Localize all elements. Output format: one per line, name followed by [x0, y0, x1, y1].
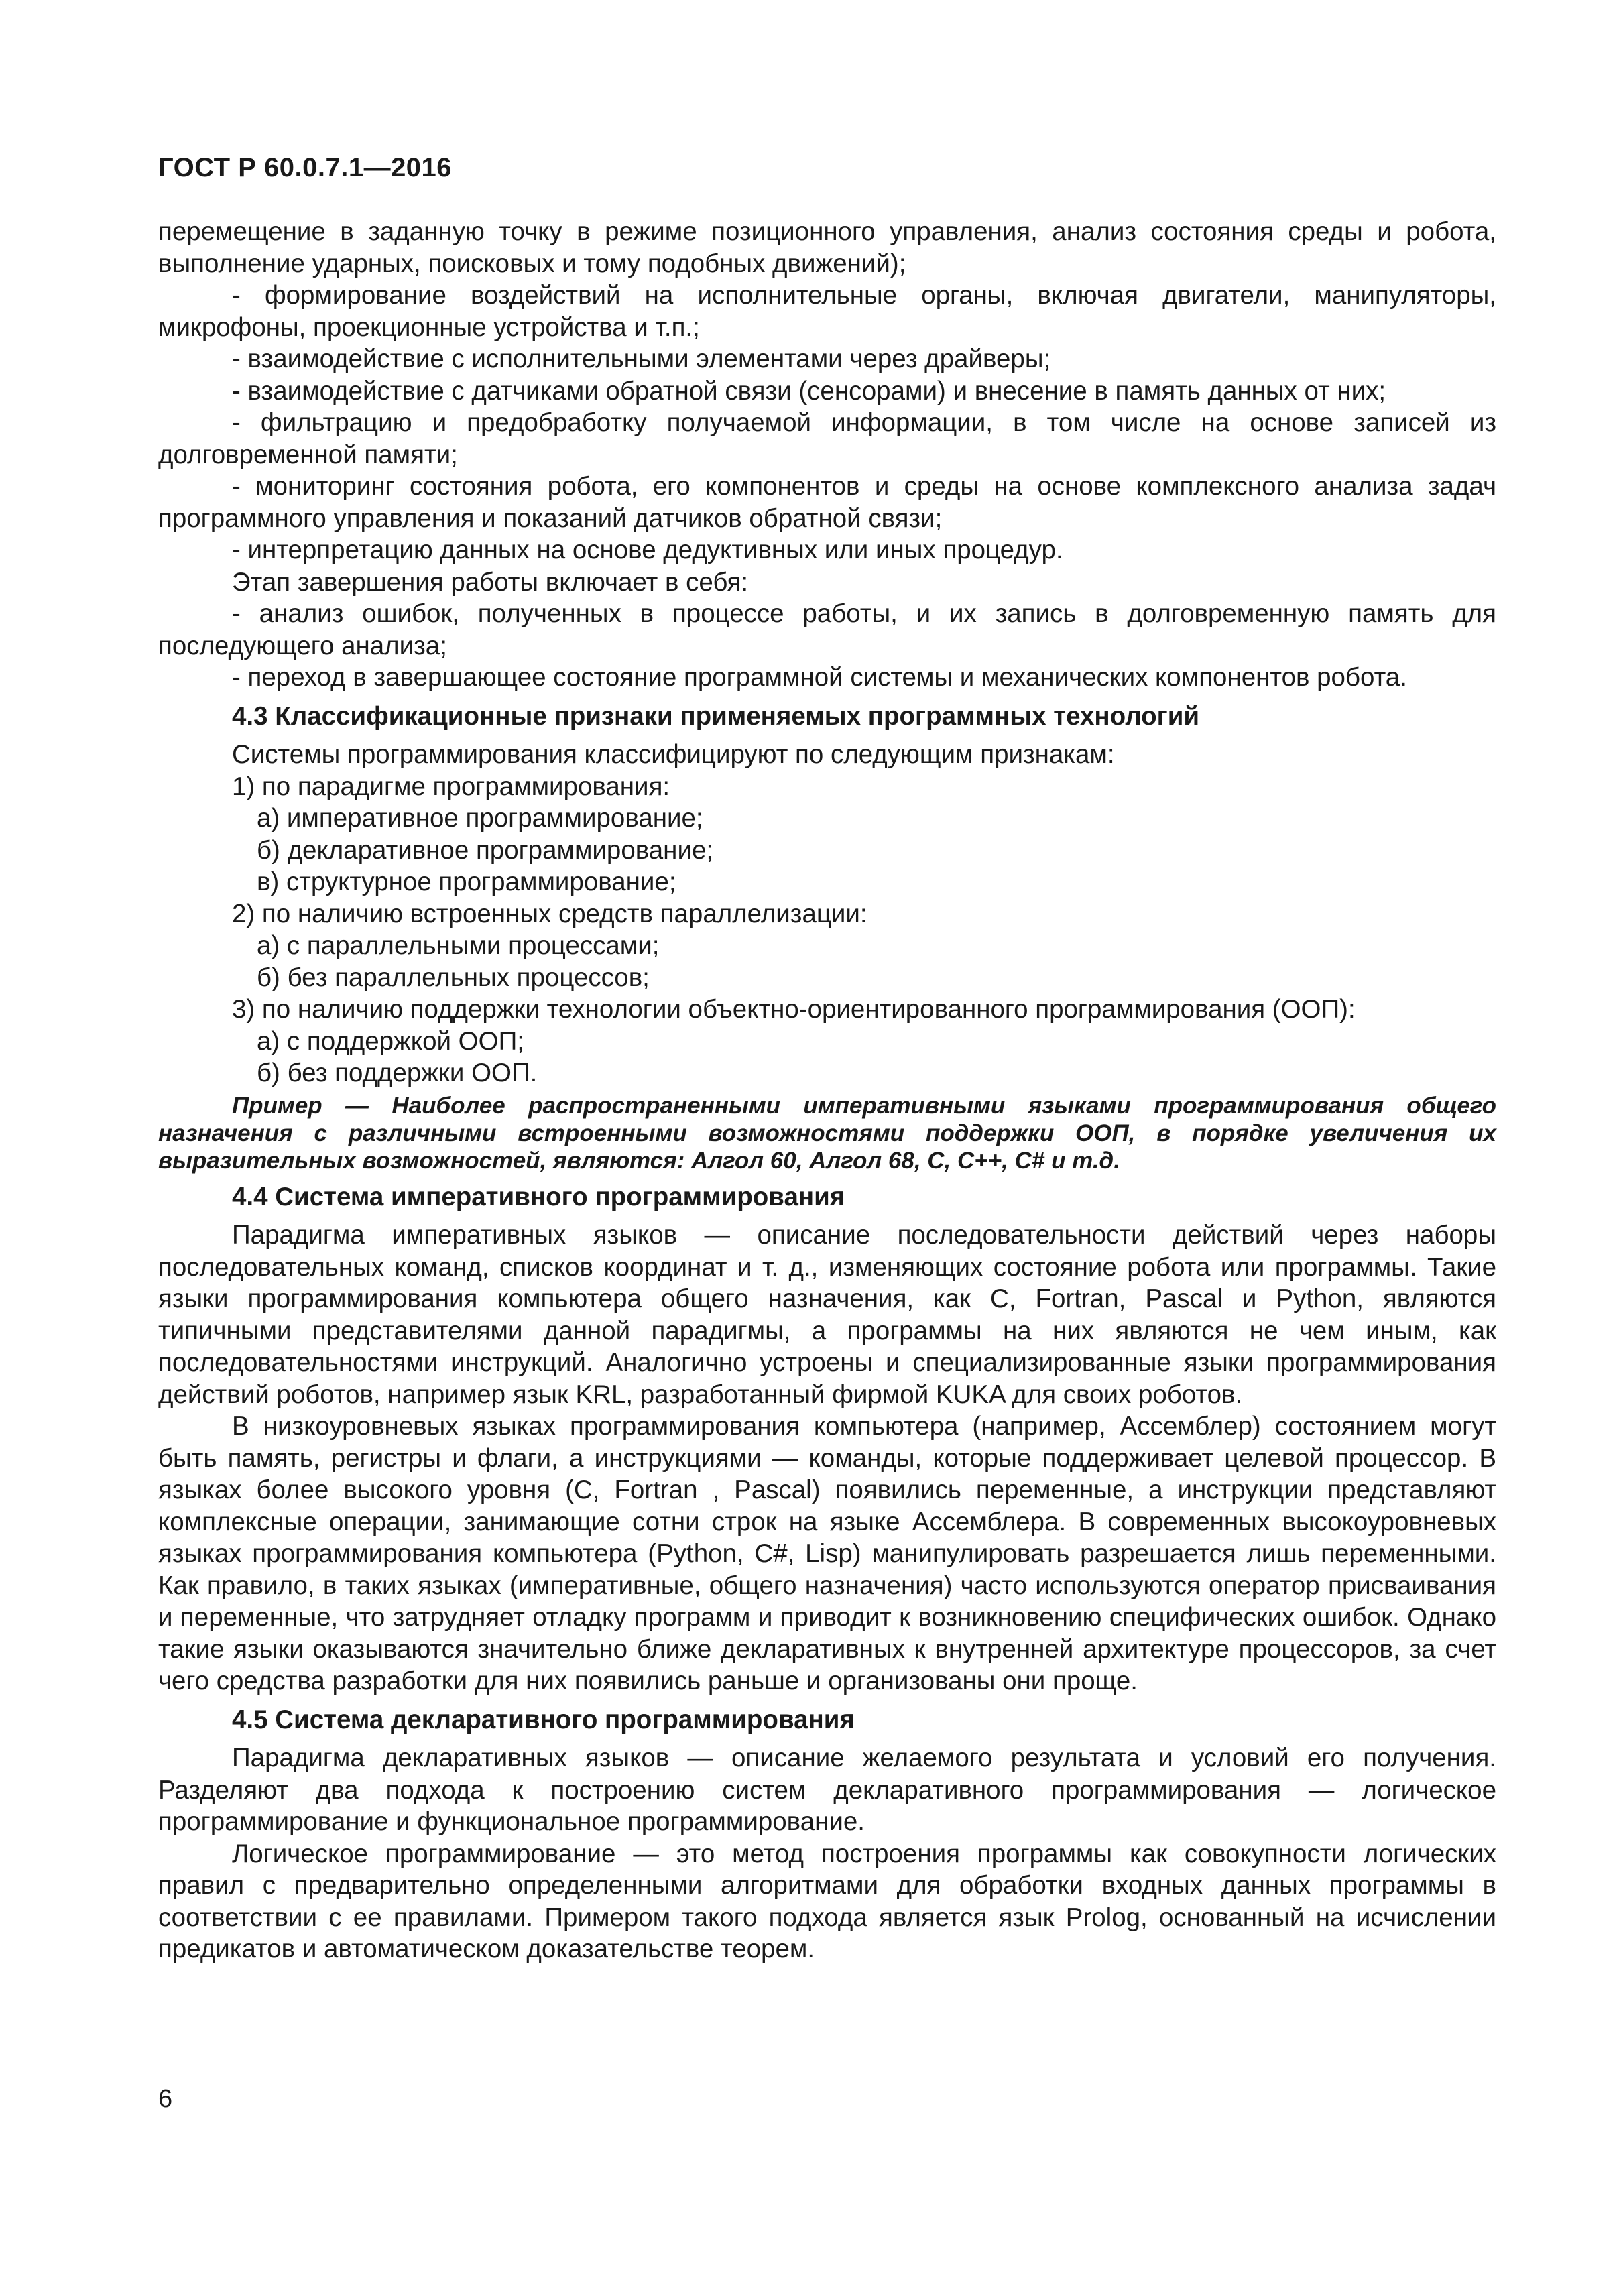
list-item: - формирование воздействий на исполнительные органы, включая двигатели, манипуляторы, микрофоны, проекционные устройства и т.п.; — [158, 281, 1496, 342]
example-note: Пример — Наиболее распространенными императивными языками программирования общего назначения с различными встроенными возможностями поддержки ООП, в порядке увеличения их выразительных возможностей, являются: Алгол 60, Алгол 68, С, С++, С# и т.д. — [158, 1092, 1496, 1174]
list-item: 2) по наличию встроенных средств параллелизации: — [232, 899, 867, 928]
paragraph: Системы программирования классифицируют по следующим признакам: — [232, 740, 1115, 769]
list-item: а) императивное программирование; — [257, 804, 703, 833]
list-item: а) с параллельными процессами; — [257, 931, 660, 960]
list-item: б) декларативное программирование; — [257, 835, 714, 865]
paragraph: Этап завершения работы включает в себя: — [232, 567, 749, 597]
list-item: - взаимодействие с исполнительными элементами через драйверы; — [232, 345, 1051, 373]
document-header: ГОСТ Р 60.0.7.1—2016 — [158, 153, 453, 182]
paragraph: В низкоуровневых языках программирования компьютера (например, Ассемблер) состоянием могут быть память, регистры и флаги, а инструкциями — команды, которые поддерживает целевой процессор. В языках более высокого уровня (C, Fortran , Pascal) появились переменные, а инструкции представляют комплексные операции, занимающие сотни строк на языке Ассемблера. В современных высокоуровневых языках программирования компьютера (Python, С#, Lisp) манипулировать разрешается лишь переменными. Как правило, в таких языках (императивные, общего назначения) часто используются оператор присваивания и переменные, что затрудняет отладку программ и приводит к возникновению специфических ошибок. Однако такие языки оказываются значительно ближе декларативных к внутренней архитектуре процессоров, за счет чего средства разработки для них появились раньше и организованы они проще. — [158, 1412, 1496, 1695]
list-item: - анализ ошибок, полученных в процессе работы, и их запись в долговременную память для последующего анализа; — [158, 599, 1496, 660]
section-heading: 4.3 Классификационные признаки применяемых программных технологий — [232, 701, 1200, 731]
paragraph: Логическое программирование — это метод построения программы как совокупности логических правил с предварительно определенными алгоритмами для обработки входных данных программы в соответствии с ее правилами. Примером такого подхода является язык Prolog, основанный на исчислении предикатов и автоматическом доказательстве теорем. — [158, 1839, 1496, 1963]
list-item: - мониторинг состояния робота, его компонентов и среды на основе комплексного анализа задач программного управления и показаний датчиков обратной связи; — [158, 472, 1496, 533]
list-item: б) без параллельных процессов; — [257, 963, 650, 992]
section-heading: 4.5 Система декларативного программирования — [232, 1705, 855, 1734]
list-item: - фильтрацию и предобработку получаемой информации, в том числе на основе записей из долговременной памяти; — [158, 408, 1496, 469]
paragraph: Парадигма императивных языков — описание последовательности действий через наборы последовательных команд, списков координат и т. д., изменяющих состояние робота или программы. Такие языки программирования компьютера общего назначения, как C, Fortran, Pascal и Python, являются типичными представителями данной парадигмы, а программы на них являются не чем иным, как последовательностями инструкций. Аналогично устроены и специализированные языки программирования действий роботов, например язык KRL, разработанный фирмой KUKA для своих роботов. — [158, 1221, 1496, 1409]
list-item: б) без поддержки ООП. — [257, 1059, 538, 1087]
paragraph: Парадигма декларативных языков — описание желаемого результата и условий его получения. Разделяют два подхода к построению систем декларативного программирования — логическое программирование и функциональное программирование. — [158, 1744, 1496, 1836]
paragraph: перемещение в заданную точку в режиме позиционного управления, анализ состояния среды и робота, выполнение ударных, поисковых и тому подобных движений); — [158, 217, 1496, 278]
list-item: - взаимодействие с датчиками обратной связи (сенсорами) и внесение в память данных от них; — [232, 376, 1386, 406]
list-item: - переход в завершающее состояние программной системы и механических компонентов робота. — [232, 663, 1407, 692]
list-item: - интерпретацию данных на основе дедуктивных или иных процедур. — [232, 536, 1063, 564]
list-item: а) с поддержкой ООП; — [257, 1026, 524, 1056]
section-heading: 4.4 Система императивного программирования — [232, 1182, 845, 1211]
list-item: в) структурное программирование; — [257, 867, 676, 896]
document-body — [158, 216, 1496, 1966]
page-number: 6 — [158, 2085, 173, 2113]
list-item: 3) по наличию поддержки технологии объектно-ориентированного программирования (ООП): — [232, 995, 1356, 1024]
list-item: 1) по парадигме программирования: — [232, 772, 670, 801]
